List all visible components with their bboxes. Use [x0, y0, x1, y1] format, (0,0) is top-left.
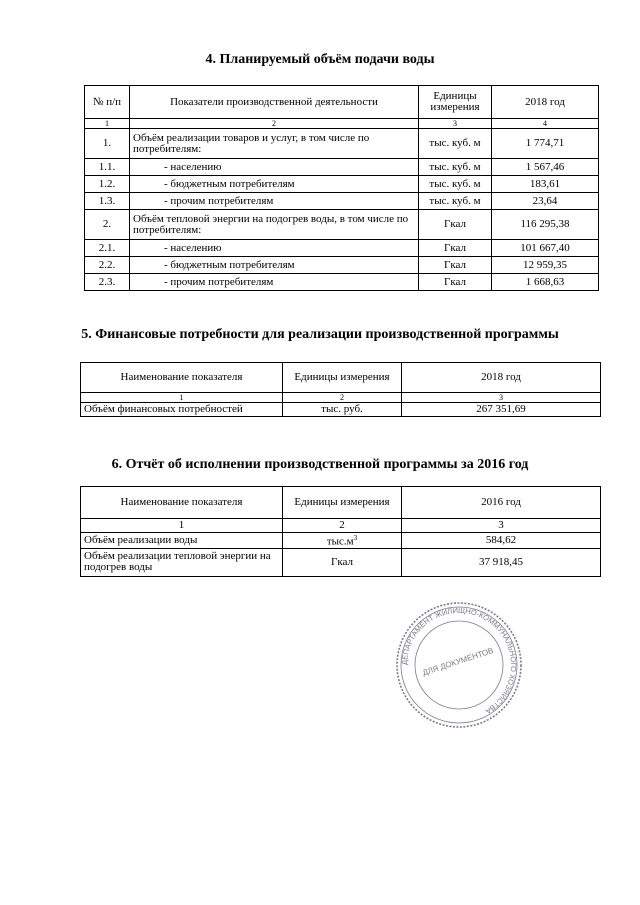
program-report-table — [80, 486, 601, 577]
table-row — [81, 403, 601, 417]
row-num: 1.1. — [85, 159, 130, 176]
row-unit: тыс. куб. м — [419, 129, 492, 159]
row-unit: Гкал — [419, 274, 492, 291]
row-value: 183,61 — [492, 176, 599, 193]
row-unit — [283, 533, 402, 549]
row-unit: тыс. руб. — [283, 403, 402, 417]
section5-title: 5. Финансовые потребности для реализации производственной программы — [81, 327, 559, 342]
row-unit: Гкал — [419, 257, 492, 274]
table-row — [85, 176, 599, 193]
row-unit: Гкал — [283, 548, 402, 576]
col-unit-header: Единицы измерения — [419, 86, 492, 119]
col-name-header: Наименование показателя — [81, 487, 283, 519]
row-value: 1 774,71 — [492, 129, 599, 159]
table-row — [85, 257, 599, 274]
row-unit: тыс. куб. м — [419, 193, 492, 210]
row-unit: Гкал — [419, 210, 492, 240]
row-unit: тыс. куб. м — [419, 159, 492, 176]
seal-center-text: ДЛЯ ДОКУМЕНТОВ — [421, 645, 495, 678]
index-cell: 2 — [130, 119, 419, 129]
table-row — [81, 533, 601, 549]
row-name: - прочим потребителям — [130, 274, 419, 291]
seal-ring-textpath: ДЕПАРТАМЕНТ ЖИЛИЩНО-КОММУНАЛЬНОГО ХОЗЯЙСТВА — [399, 605, 519, 716]
index-cell: 4 — [492, 119, 599, 129]
table-row — [81, 548, 601, 576]
row-name: Объём финансовых потребностей — [81, 403, 283, 417]
row-value: 23,64 — [492, 193, 599, 210]
table-row — [85, 159, 599, 176]
row-value: 12 959,35 — [492, 257, 599, 274]
row-unit: Гкал — [419, 240, 492, 257]
section4-title: 4. Планируемый объём подачи воды — [205, 52, 435, 67]
index-cell: 2 — [283, 519, 402, 533]
col-unit-header: Единицы измерения — [283, 363, 402, 393]
table-row — [85, 129, 599, 159]
index-cell: 3 — [419, 119, 492, 129]
row-value: 116 295,38 — [492, 210, 599, 240]
col-unit-header: Единицы измерения — [283, 487, 402, 519]
table-header-row — [85, 86, 599, 119]
row-name: - бюджетным потребителям — [130, 176, 419, 193]
row-name: Объём тепловой энергии на подогрев воды, в том числе по потребителям: — [130, 210, 419, 240]
row-unit: тыс. куб. м — [419, 176, 492, 193]
col-year-header: 2018 год — [492, 86, 599, 119]
col-year-header: 2018 год — [402, 363, 601, 393]
row-name: - прочим потребителям — [130, 193, 419, 210]
index-row — [85, 119, 599, 129]
table-row — [85, 240, 599, 257]
row-name: Объём реализации товаров и услуг, в том числе по потребителям: — [130, 129, 419, 159]
row-value: 1 567,46 — [492, 159, 599, 176]
index-row — [81, 519, 601, 533]
index-cell: 3 — [402, 393, 601, 403]
row-num: 1.2. — [85, 176, 130, 193]
unit-superscript: 3 — [353, 534, 358, 542]
table-row — [85, 274, 599, 291]
row-num: 2. — [85, 210, 130, 240]
row-num: 2.3. — [85, 274, 130, 291]
row-num: 2.1. — [85, 240, 130, 257]
table-header-row — [81, 363, 601, 393]
row-name: - бюджетным потребителям — [130, 257, 419, 274]
row-value: 101 667,40 — [492, 240, 599, 257]
col-indicator-header: Показатели производственной деятельности — [130, 86, 419, 119]
row-num: 2.2. — [85, 257, 130, 274]
row-name: Объём реализации воды — [81, 533, 283, 549]
water-supply-table — [84, 85, 599, 291]
row-num: 1. — [85, 129, 130, 159]
row-value: 1 668,63 — [492, 274, 599, 291]
table-row — [85, 193, 599, 210]
index-cell: 2 — [283, 393, 402, 403]
index-cell: 1 — [81, 519, 283, 533]
col-num-header: № п/п — [85, 86, 130, 119]
unit-text: тыс.м — [326, 535, 354, 548]
row-value: 37 918,45 — [402, 548, 601, 576]
row-num: 1.3. — [85, 193, 130, 210]
row-name: - населению — [130, 240, 419, 257]
row-name: Объём реализации тепловой энергии на подогрев воды — [81, 548, 283, 576]
col-year-header: 2016 год — [402, 487, 601, 519]
table-row — [85, 210, 599, 240]
col-name-header: Наименование показателя — [81, 363, 283, 393]
section6-title: 6. Отчёт об исполнении производственной программы за 2016 год — [111, 457, 529, 472]
index-row — [81, 393, 601, 403]
financial-needs-table — [80, 362, 601, 417]
row-name: - населению — [130, 159, 419, 176]
index-cell: 1 — [81, 393, 283, 403]
row-value: 267 351,69 — [402, 403, 601, 417]
row-value: 584,62 — [402, 533, 601, 549]
index-cell: 1 — [85, 119, 130, 129]
table-header-row — [81, 487, 601, 519]
official-seal — [394, 600, 524, 730]
index-cell: 3 — [402, 519, 601, 533]
